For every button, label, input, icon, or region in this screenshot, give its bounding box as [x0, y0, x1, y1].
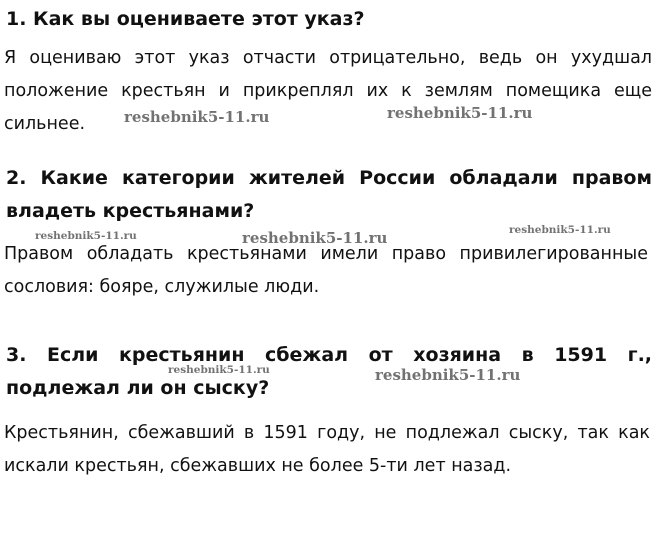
watermark: reshebnik5-11.ru: [242, 229, 388, 247]
watermark: reshebnik5-11.ru: [509, 224, 611, 236]
answer-2-text: Правом обладать крестьянами имели право привилегированные сословия: бояре, служилые люди.: [4, 244, 648, 297]
answer-1-text: Я оцениваю этот указ отчасти отрицательно, ведь он ухудшал положение крестьян и прикреплял их к землям помещика еще сильнее.: [4, 48, 652, 134]
watermark: reshebnik5-11.ru: [375, 366, 521, 384]
question-3-text: 3. Если крестьянин сбежал от хозяина в 1591 г., подлежал ли он сыску?: [6, 344, 652, 399]
watermark: reshebnik5-11.ru: [387, 104, 533, 122]
watermark: reshebnik5-11.ru: [124, 108, 270, 126]
watermark: reshebnik5-11.ru: [35, 230, 137, 242]
question-1-text: 1. Как вы оцениваете этот указ?: [6, 8, 365, 30]
answer-3-text: Крестьянин, сбежавший в 1591 году, не подлежал сыску, так как искали крестьян, сбежавших не более 5-ти лет назад.: [4, 423, 650, 476]
watermark: reshebnik5-11.ru: [168, 364, 270, 376]
question-2-text: 2. Какие категории жителей России обладали правом владеть крестьянами?: [6, 167, 652, 222]
